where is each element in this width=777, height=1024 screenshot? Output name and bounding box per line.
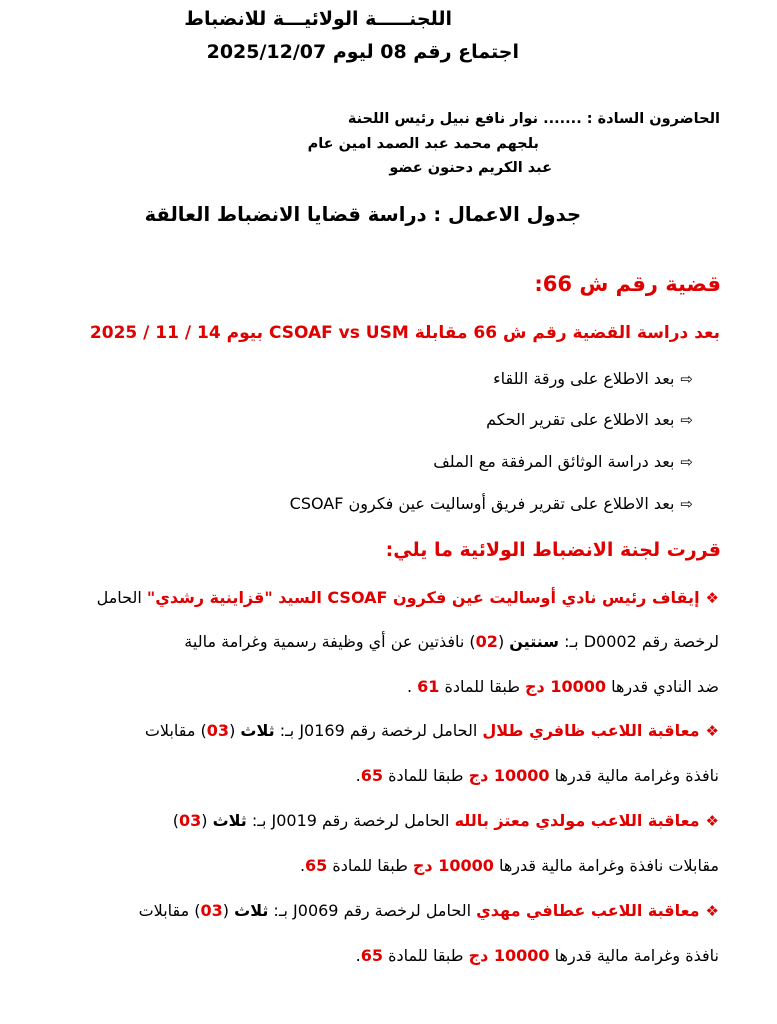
arrow-right-icon: ⇨ bbox=[680, 495, 693, 513]
text-fragment: . bbox=[355, 766, 361, 785]
text-fragment: ( bbox=[229, 721, 241, 740]
duration-number: 03 bbox=[200, 901, 223, 920]
article-number: 61 bbox=[417, 677, 440, 696]
consideration-item bbox=[433, 452, 693, 471]
article-number: 65 bbox=[360, 946, 383, 965]
attendees-line-3: عبد الكريم دحنون عضو bbox=[389, 160, 552, 176]
text-fragment: طبقا للمادة bbox=[439, 677, 526, 696]
duration-text: ثلاث bbox=[240, 721, 275, 740]
text-fragment: ) نافذتين عن أي وظيفة رسمية وغرامة مالية bbox=[184, 632, 476, 651]
duration-number: 03 bbox=[206, 721, 230, 740]
diamond-bullet-icon: ❖ bbox=[705, 722, 719, 740]
committee-title: اللجنـــــة الولائيـــة للانضباط bbox=[184, 8, 452, 30]
text-fragment: ) مقابلات bbox=[138, 901, 201, 920]
text-fragment: لرخصة رقم D0002 بـ: bbox=[559, 632, 719, 651]
text-fragment: ( bbox=[201, 811, 213, 830]
arrow-right-icon: ⇨ bbox=[680, 411, 693, 429]
diamond-bullet-icon: ❖ bbox=[705, 902, 719, 920]
text-fragment: ) مقابلات bbox=[144, 721, 207, 740]
duration-text: سنتين bbox=[509, 632, 559, 651]
consideration-item bbox=[493, 369, 693, 388]
agenda-title: جدول الاعمال : دراسة قضايا الانضباط العالقة bbox=[144, 203, 581, 226]
sanction-subject: معاقبة اللاعب مولدي معتز بالله bbox=[454, 811, 700, 830]
decision-title: قررت لجنة الانضباط الولائية ما يلي: bbox=[385, 539, 721, 561]
text-fragment: طبقا للمادة bbox=[327, 856, 413, 875]
text-fragment: ( bbox=[497, 632, 510, 651]
text-fragment: الحامل لرخصة رقم J0019 بـ: bbox=[246, 811, 455, 830]
decision-item-4-line-1 bbox=[139, 901, 719, 920]
attendees-line-2: بلجهم محمد عبد الصمد امين عام bbox=[307, 136, 539, 152]
case-subtitle: بعد دراسة القضية رقم ش 66 مقابلة CSOAF vs USM بيوم 14 / 11 / 2025 bbox=[89, 323, 720, 343]
text-fragment: . bbox=[406, 677, 418, 696]
text-fragment: ( bbox=[222, 901, 235, 920]
consideration-text: بعد الاطلاع على تقرير الحكم bbox=[486, 410, 675, 429]
text-fragment: طبقا للمادة bbox=[382, 946, 469, 965]
diamond-bullet-icon: ❖ bbox=[705, 589, 719, 607]
fine-amount: 10000 دج bbox=[468, 766, 550, 785]
decision-item-3-line-1 bbox=[173, 811, 719, 830]
case-title: قضية رقم ش 66: bbox=[534, 272, 721, 296]
fine-amount: 10000 دج bbox=[412, 856, 494, 875]
text-fragment: الحامل لرخصة رقم J0069 بـ: bbox=[268, 901, 477, 920]
decision-item-2-line-2 bbox=[356, 766, 719, 785]
sanction-subject: إيقاف رئيس نادي أوساليت عين فكرون CSOAF السيد "قزاينية رشدي" bbox=[146, 588, 700, 607]
text-fragment: نافذة وغرامة مالية قدرها bbox=[549, 766, 719, 785]
duration-text: ثلاث bbox=[212, 811, 247, 830]
decision-item-4-line-2 bbox=[356, 946, 719, 965]
diamond-bullet-icon: ❖ bbox=[705, 812, 719, 830]
arrow-right-icon: ⇨ bbox=[680, 453, 693, 471]
consideration-text: بعد الاطلاع على تقرير فريق أوساليت عين فكرون CSOAF bbox=[289, 494, 675, 513]
text-fragment: الحامل bbox=[96, 588, 147, 607]
text-fragment: نافذة وغرامة مالية قدرها bbox=[549, 946, 719, 965]
consideration-text: بعد الاطلاع على ورقة اللقاء bbox=[493, 369, 675, 388]
arrow-right-icon: ⇨ bbox=[680, 370, 693, 388]
text-fragment: طبقا للمادة bbox=[382, 766, 469, 785]
text-fragment: . bbox=[299, 856, 306, 875]
decision-item-2-line-1 bbox=[145, 721, 719, 740]
sanction-subject: معاقبة اللاعب عطافي مهدي bbox=[476, 901, 700, 920]
text-fragment: مقابلات نافذة وغرامة مالية قدرها bbox=[493, 856, 719, 875]
text-fragment: الحامل لرخصة رقم J0169 بـ: bbox=[274, 721, 483, 740]
article-number: 65 bbox=[360, 766, 383, 785]
sanction-subject: معاقبة اللاعب ظافري طلال bbox=[482, 721, 700, 740]
duration-number: 02 bbox=[475, 632, 498, 651]
duration-text: ثلاث bbox=[234, 901, 269, 920]
fine-amount: 10000 دج bbox=[525, 677, 606, 696]
decision-item-1-line-2 bbox=[184, 632, 719, 651]
text-fragment: ضد النادي قدرها bbox=[606, 677, 719, 696]
meeting-title: اجتماع رقم 08 ليوم 2025/12/07 bbox=[206, 41, 519, 63]
text-fragment: . bbox=[355, 946, 361, 965]
duration-number: 03 bbox=[178, 811, 202, 830]
decision-item-1-line-3 bbox=[407, 677, 719, 696]
decision-item-1-line-1 bbox=[97, 588, 719, 607]
consideration-item bbox=[290, 494, 693, 513]
decision-item-3-line-2 bbox=[300, 856, 719, 875]
consideration-item bbox=[486, 410, 693, 429]
attendees-line-1: الحاضرون السادة : ....... نوار نافع نبيل رئيس اللحنة bbox=[347, 111, 720, 127]
article-number: 65 bbox=[305, 856, 328, 875]
consideration-text: بعد دراسة الوثائق المرفقة مع الملف bbox=[433, 452, 675, 471]
fine-amount: 10000 دج bbox=[468, 946, 550, 965]
text-fragment: ) bbox=[172, 811, 179, 830]
